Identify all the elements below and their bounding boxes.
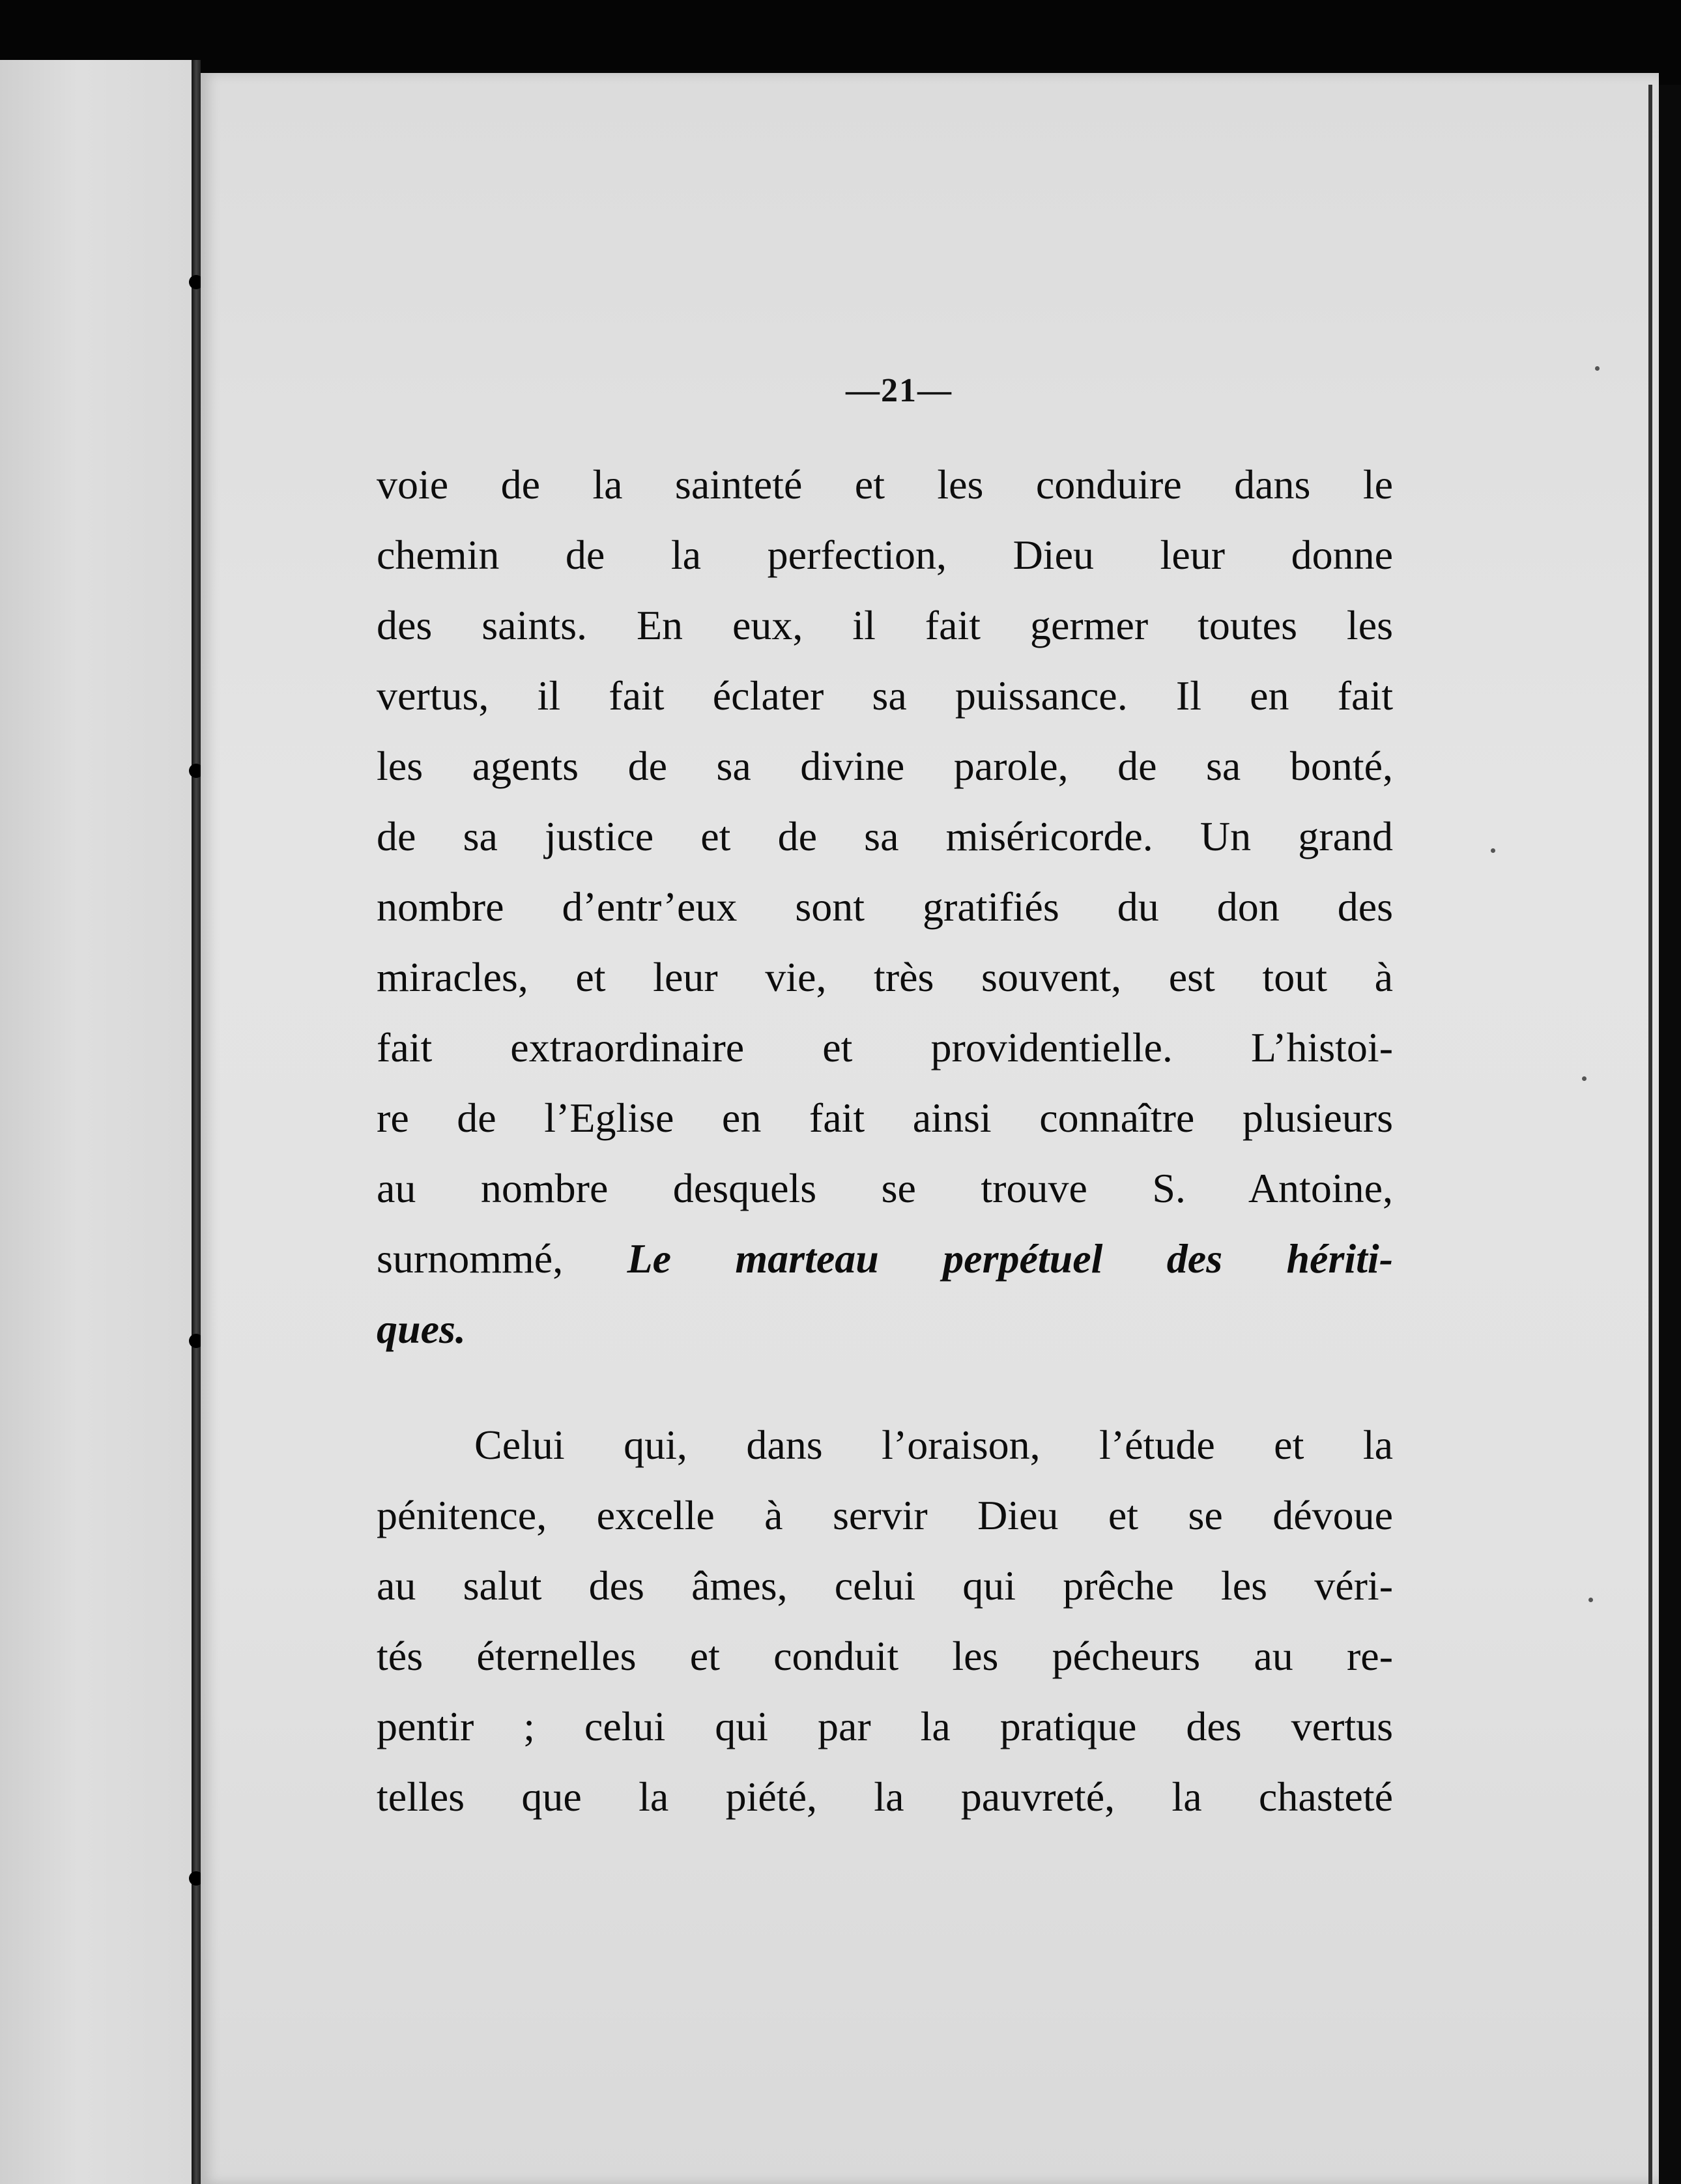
body-text xyxy=(377,450,1393,1832)
text-line: voie de la sainteté et les conduire dans le xyxy=(377,461,1393,508)
plain-text: surnommé, xyxy=(377,1235,627,1282)
text-line: nombre d’entr’eux sont gratifiés du don des xyxy=(377,884,1393,930)
text-line: Celui qui, dans l’oraison, l’étude et la xyxy=(474,1422,1393,1468)
text-line: au nombre desquels se trouve S. Antoine, xyxy=(377,1165,1393,1211)
text-line: les agents de sa divine parole, de sa bonté, xyxy=(377,743,1393,789)
text-line: telles que la piété, la pauvreté, la chasteté xyxy=(377,1774,1393,1820)
italic-title-end: ques. xyxy=(377,1306,466,1352)
text-line-mixed xyxy=(377,1224,1393,1294)
paragraph-1 xyxy=(377,450,1393,1364)
text-line: pentir ; celui qui par la pratique des vertus xyxy=(377,1703,1393,1749)
page-number: —21— xyxy=(846,372,953,409)
text-line: vertus, il fait éclater sa puissance. Il en fait xyxy=(377,672,1393,719)
text-line: pénitence, excelle à servir Dieu et se dévoue xyxy=(377,1492,1393,1538)
paragraph-2 xyxy=(377,1410,1393,1832)
previous-page-margin xyxy=(0,60,195,2184)
scan-border xyxy=(1659,85,1681,2184)
text-line: tés éternelles et conduit les pécheurs au re- xyxy=(377,1633,1393,1679)
paper-speck xyxy=(1595,366,1600,371)
text-line: re de l’Eglise en fait ainsi connaître plusieurs xyxy=(377,1095,1393,1141)
text-line: chemin de la perfection, Dieu leur donne xyxy=(377,532,1393,578)
text-line: miracles, et leur vie, très souvent, est tout à xyxy=(377,954,1393,1000)
paper-speck xyxy=(1582,1076,1587,1081)
text-line: de sa justice et de sa miséricorde. Un grand xyxy=(377,813,1393,859)
text-line: des saints. En eux, il fait germer toutes les xyxy=(377,602,1393,648)
text-line: fait extraordinaire et providentielle. L’histoi- xyxy=(377,1024,1393,1070)
paper-speck xyxy=(1588,1598,1593,1602)
paragraph-gap xyxy=(377,1364,1393,1410)
text-line: au salut des âmes, celui qui prêche les véri- xyxy=(377,1562,1393,1609)
italic-title: Le marteau perpétuel des hériti- xyxy=(627,1235,1394,1282)
paper-speck xyxy=(1491,848,1495,853)
book-gutter xyxy=(192,60,201,2184)
page-edge xyxy=(1648,85,1652,2184)
